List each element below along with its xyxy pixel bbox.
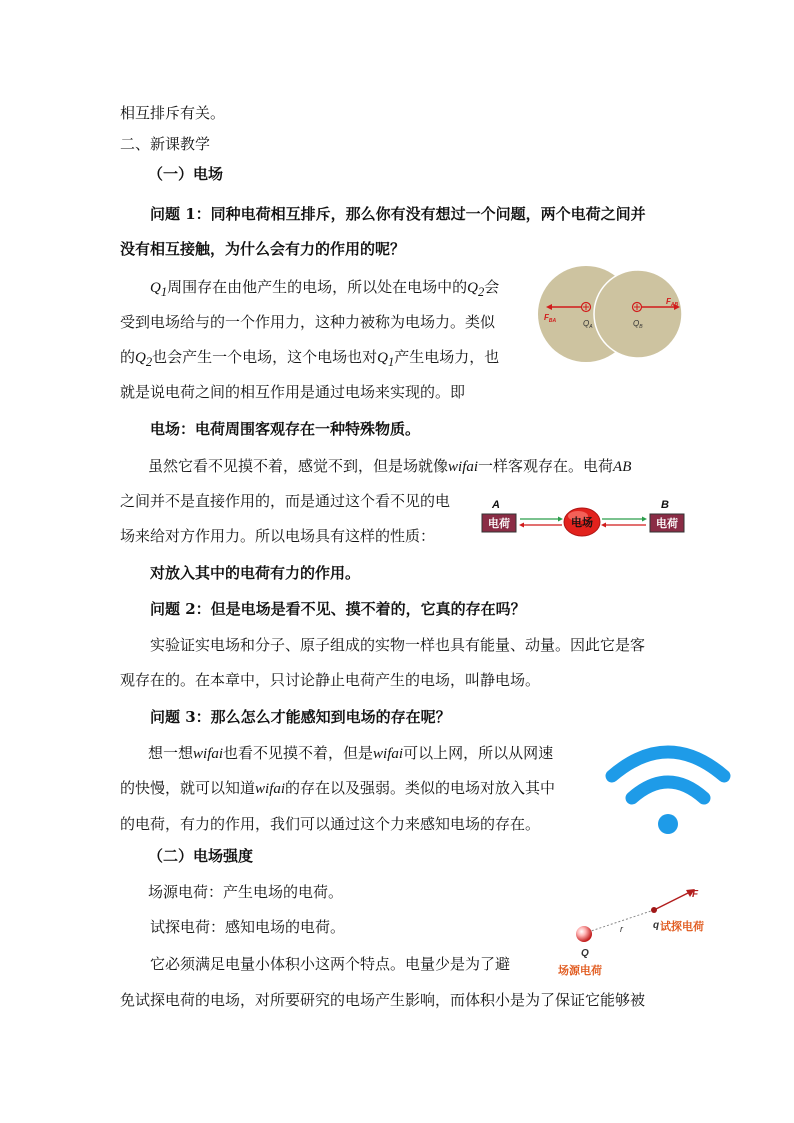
charge-a-label: A	[492, 499, 500, 511]
wifi-dot	[658, 814, 678, 834]
property-statement: 对放入其中的电荷有力的作用。	[150, 564, 361, 582]
question-1-line-2: 没有相互接触，为什么会有力的作用的呢？	[120, 240, 406, 258]
field-ellipse-label: 电场	[571, 517, 593, 529]
wifi-arc-outer	[612, 752, 724, 776]
two-charges-field-diagram	[538, 262, 690, 370]
force-ab-label: $F_{AB}$	[666, 297, 679, 308]
subsection-heading-field-strength: （二）电场强度	[148, 847, 254, 865]
paragraph-line: 实验证实电场和分子、原子组成的实物一样也具有能量、动量。因此它是客	[150, 636, 646, 654]
charge-a-box-label: 电荷	[488, 518, 510, 530]
paragraph-line: $Q_1$周围存在由他产生的电场，所以处在电场中的$Q_2$会	[150, 278, 500, 299]
definition-test-charge: 试探电荷：感知电场的电荷。	[150, 918, 346, 936]
question-2: 问题 2：但是电场是看不见、摸不着的，它真的存在吗？	[150, 600, 526, 618]
paragraph-line: 观存在的。在本章中，只讨论静止电荷产生的电场，叫静电场。	[120, 671, 541, 689]
subsection-heading-electric-field: （一）电场	[148, 165, 224, 183]
question-3: 问题 3：那么怎么才能感知到电场的存在呢？	[150, 708, 451, 726]
charge-field-interaction-diagram	[478, 496, 688, 542]
paragraph-line: 想一想wifai也看不见摸不着，但是wifai可以上网，所以从网速	[148, 744, 554, 762]
charge-b-label: B	[661, 499, 669, 511]
test-charge-dot	[651, 907, 657, 913]
paragraph-line: 的$Q_2$也会产生一个电场，这个电场也对$Q_1$产生电场力，也	[120, 348, 500, 369]
paragraph-line: 的快慢，就可以知道wifai的存在以及强弱。类似的电场对放入其中	[120, 779, 556, 797]
test-charge-symbol: q	[653, 920, 660, 931]
paragraph-line: 虽然它看不见摸不着，感觉不到，但是场就像wifai一样客观存在。电荷AB	[148, 457, 632, 475]
charge-b-box-label: 电荷	[656, 518, 678, 530]
paragraph-line: 它必须满足电量小体积小这两个特点。电量少是为了避	[150, 955, 511, 973]
question-1-line-1: 问题 1：同种电荷相互排斥，那么你有没有想过一个问题，两个电荷之间并	[150, 205, 646, 223]
definition-source-charge: 场源电荷：产生电场的电荷。	[148, 883, 344, 901]
definition-electric-field: 电场：电荷周围客观存在一种特殊物质。	[150, 420, 421, 438]
charge-a-label: $Q_A$	[583, 319, 593, 330]
paragraph-line: 之间并不是直接作用的，而是通过这个看不见的电	[120, 492, 451, 510]
force-arrow	[654, 892, 690, 910]
test-charge-label: 试探电荷	[660, 921, 704, 933]
force-ba-label: $F_{BA}$	[544, 313, 557, 324]
source-charge-ball	[576, 926, 592, 942]
source-charge-label: 场源电荷	[558, 965, 602, 977]
paragraph-line: 免试探电荷的电场，对所要研究的电场产生影响，而体积小是为了保证它能够被	[120, 991, 646, 1009]
paragraph-line: 受到电场给与的一个作用力，这种力被称为电场力。类似	[120, 313, 496, 331]
paragraph-line: 场来给对方作用力。所以电场具有这样的性质：	[120, 527, 436, 545]
field-circle-b	[594, 270, 682, 358]
wifi-icon	[604, 742, 732, 838]
source-test-charge-diagram	[552, 880, 722, 980]
charge-b-label: $Q_B$	[633, 319, 643, 330]
paragraph-line: 的电荷，有力的作用，我们可以通过这个力来感知电场的存在。	[120, 815, 541, 833]
section-heading-new-lesson: 二、新课教学	[120, 135, 211, 153]
paragraph-line: 相互排斥有关。	[120, 104, 226, 122]
wifi-arc-middle	[632, 782, 704, 798]
paragraph-line: 就是说电荷之间的相互作用是通过电场来实现的。即	[120, 383, 466, 401]
force-label: F	[692, 889, 699, 900]
distance-label: r	[620, 924, 623, 934]
source-charge-symbol: Q	[581, 948, 589, 959]
